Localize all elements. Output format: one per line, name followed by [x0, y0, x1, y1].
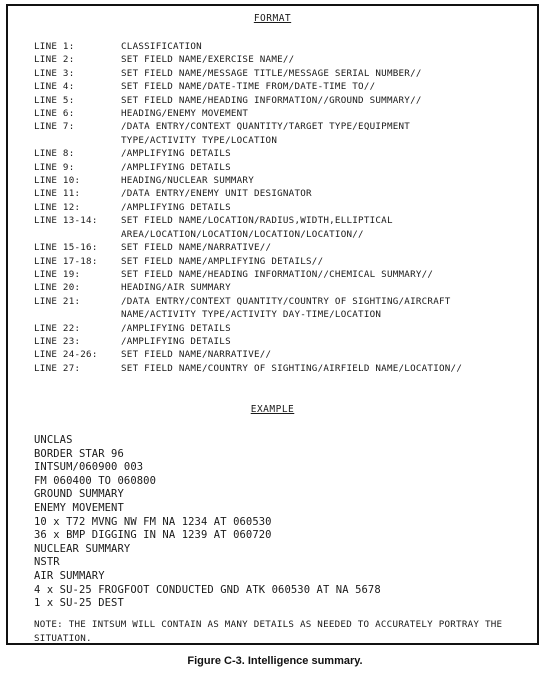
format-line-text: SET FIELD NAME/HEADING INFORMATION//CHEMICAL SUMMARY// — [121, 268, 434, 280]
format-line-label: LINE 24-26: — [34, 349, 98, 361]
format-line-text: SET FIELD NAME/LOCATION/RADIUS,WIDTH,ELLIPTICAL AREA/LOCATION/LOCATION/LOCATION/LOCATION// — [121, 215, 393, 240]
format-line-text: SET FIELD NAME/NARRATIVE// — [121, 242, 272, 254]
format-line — [34, 147, 534, 160]
format-line — [34, 53, 534, 66]
example-heading: EXAMPLE — [250, 404, 295, 415]
format-line-text: /AMPLIFYING DETAILS — [121, 322, 231, 334]
format-line — [34, 241, 534, 254]
example-line: AIR SUMMARY — [34, 569, 105, 582]
example-line: ENEMY MOVEMENT — [34, 501, 124, 514]
format-line — [34, 362, 534, 375]
format-line-label: LINE 22: — [34, 322, 81, 334]
example-line: UNCLAS — [34, 434, 73, 446]
example-line: BORDER STAR 96 — [34, 447, 124, 460]
example-line: NUCLEAR SUMMARY — [34, 542, 131, 555]
format-line-text: SET FIELD NAME/AMPLIFYING DETAILS// — [121, 255, 324, 267]
format-line-text: /AMPLIFYING DETAILS — [121, 201, 231, 213]
format-line-label: LINE 23: — [34, 335, 81, 347]
format-line-label: LINE 20: — [34, 282, 81, 294]
format-line-text: SET FIELD NAME/HEADING INFORMATION//GROUND SUMMARY// — [121, 94, 422, 106]
example-line: 4 x SU-25 FROGFOOT CONDUCTED GND ATK 060530 AT NA 5678 — [34, 583, 381, 596]
format-line-label: LINE 6: — [34, 108, 75, 120]
format-line-label: LINE 7: — [34, 121, 75, 133]
format-line — [34, 107, 534, 120]
format-line — [34, 335, 534, 348]
example-line: 36 x BMP DIGGING IN NA 1239 AT 060720 — [34, 529, 272, 542]
format-line-label: LINE 3: — [34, 67, 75, 79]
format-line-text: CLASSIFICATION — [121, 41, 202, 52]
format-line — [34, 322, 534, 335]
format-line-label: LINE 12: — [34, 201, 81, 213]
format-line-text: /DATA ENTRY/CONTEXT QUANTITY/COUNTRY OF SIGHTING/AIRCRAFT NAME/ACTIVITY TYPE/ACTIVITY DAY-TIME/LOCATION — [121, 295, 451, 321]
format-line — [34, 40, 534, 53]
format-line-label: LINE 2: — [34, 54, 75, 66]
format-line-label: LINE 1: — [34, 41, 75, 52]
format-line-text: /DATA ENTRY/CONTEXT QUANTITY/TARGET TYPE/EQUIPMENT TYPE/ACTIVITY TYPE/LOCATION — [121, 121, 411, 146]
format-line-label: LINE 13-14: — [34, 215, 98, 227]
format-line-text: HEADING/NUCLEAR SUMMARY — [121, 175, 254, 187]
note-text: NOTE: THE INTSUM WILL CONTAIN AS MANY DETAILS AS NEEDED TO ACCURATELY PORTRAY THE SITUATION. — [34, 619, 503, 644]
example-line: GROUND SUMMARY — [34, 488, 124, 501]
format-line — [34, 201, 534, 214]
format-line — [34, 268, 534, 281]
format-line-text: HEADING/AIR SUMMARY — [121, 282, 231, 294]
format-line — [34, 67, 534, 80]
format-line-label: LINE 19: — [34, 268, 81, 280]
example-line: 1 x SU-25 DEST — [34, 597, 124, 610]
format-line-label: LINE 21: — [34, 295, 81, 307]
format-line-text: /AMPLIFYING DETAILS — [121, 335, 231, 347]
format-line — [34, 348, 534, 361]
format-line-label: LINE 17-18: — [34, 255, 98, 267]
format-line-label: LINE 9: — [34, 161, 75, 173]
figure-caption: Figure C-3. Intelligence summary. — [187, 655, 363, 667]
format-line-label: LINE 10: — [34, 175, 81, 187]
example-line: INTSUM/060900 003 — [34, 461, 144, 474]
example-line: FM 060400 TO 060800 — [34, 474, 157, 487]
format-line — [34, 80, 534, 93]
format-line-label: LINE 4: — [34, 81, 75, 93]
format-line — [34, 120, 534, 147]
format-heading: FORMAT — [253, 13, 292, 24]
format-line — [34, 295, 534, 322]
format-line — [34, 187, 534, 200]
format-line-label: LINE 27: — [34, 362, 81, 374]
example-message — [34, 434, 534, 611]
format-line-text: SET FIELD NAME/EXERCISE NAME// — [121, 54, 295, 66]
format-line — [34, 255, 534, 268]
format-lines-list — [34, 40, 534, 375]
format-line — [34, 94, 534, 107]
format-line-label: LINE 15-16: — [34, 242, 98, 254]
format-line-text: SET FIELD NAME/NARRATIVE// — [121, 349, 272, 361]
format-line-label: LINE 5: — [34, 94, 75, 106]
format-line-label: LINE 11: — [34, 188, 81, 200]
format-line-text: SET FIELD NAME/DATE-TIME FROM/DATE-TIME TO// — [121, 81, 376, 93]
format-line — [34, 174, 534, 187]
format-line-text: /AMPLIFYING DETAILS — [121, 161, 231, 173]
format-line-label: LINE 8: — [34, 148, 75, 160]
format-line-text: SET FIELD NAME/COUNTRY OF SIGHTING/AIRFIELD NAME/LOCATION// — [121, 362, 463, 374]
document-frame — [6, 4, 539, 645]
format-line — [34, 214, 534, 241]
example-line: NSTR — [34, 556, 60, 569]
format-line-text: SET FIELD NAME/MESSAGE TITLE/MESSAGE SERIAL NUMBER// — [121, 67, 422, 79]
format-line-text: /DATA ENTRY/ENEMY UNIT DESIGNATOR — [121, 188, 312, 200]
example-line: 10 x T72 MVNG NW FM NA 1234 AT 060530 — [34, 515, 272, 528]
format-line-text: /AMPLIFYING DETAILS — [121, 148, 231, 160]
format-line — [34, 281, 534, 294]
format-line — [34, 161, 534, 174]
format-line-text: HEADING/ENEMY MOVEMENT — [121, 108, 249, 120]
